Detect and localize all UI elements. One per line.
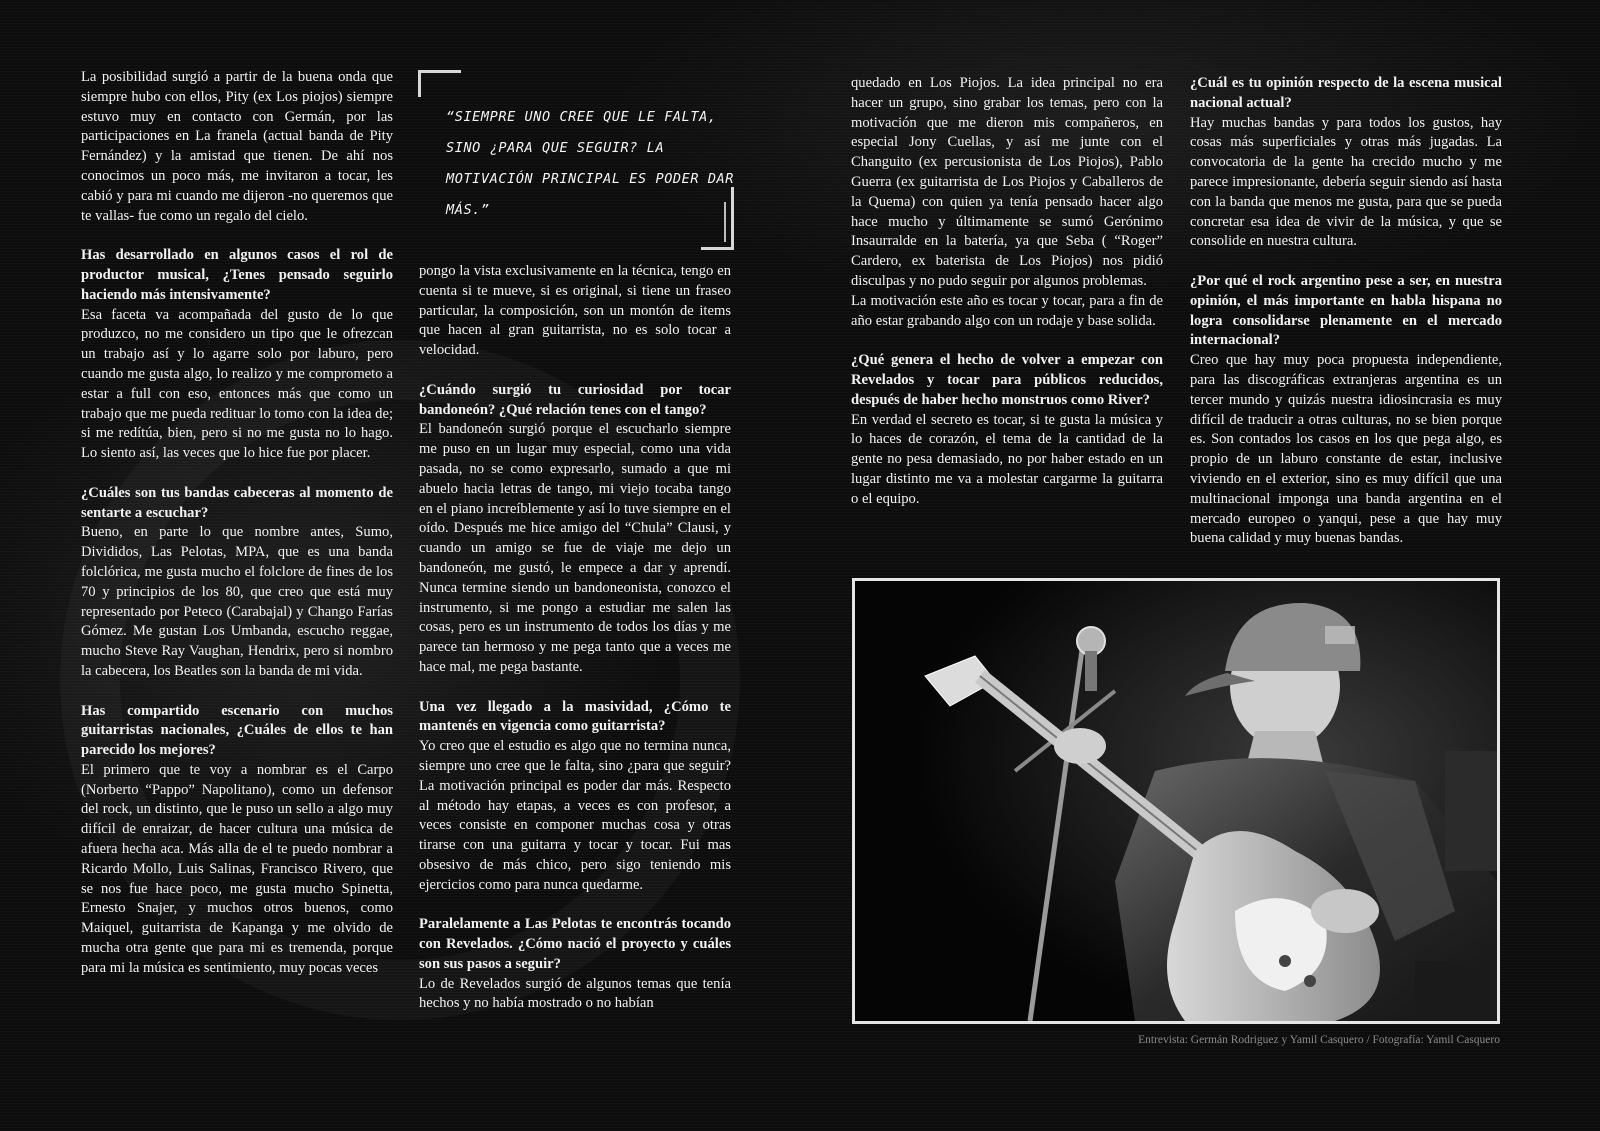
paragraph-spacer bbox=[851, 331, 1163, 351]
interview-answer: Yo creo que el estudio es algo que no termina nunca, siempre uno cree que le falta, sino ¿para que seguir? La motivación principal es poder dar más. Respecto al método hay etapas, a veces es con profesor, a veces consiste en componer muchas cosa y otras tirarse con una guitarra y tocar y tocar. Fui mas obsesivo de más chico, pero sigo teniendo mis ejercicios como para nunca quedarme. bbox=[419, 738, 731, 893]
interview-answer: La posibilidad surgió a partir de la buena onda que siempre hubo con ellos, Pity (ex Los piojos) siempre estuvo muy en contacto con Germán, por las participaciones en La franela (actual banda de Pity Fernández) y la amistad que tienen. De ahí nos conocimos un poco más, me invitaron a tocar, les cabió y para mi cuando me dijeron -no queremos que te vallas- fue como un regalo del cielo. bbox=[81, 69, 393, 224]
paragraph-spacer bbox=[419, 896, 731, 916]
interview-question: ¿Cuándo surgió tu curiosidad por tocar bandoneón? ¿Qué relación tenes con el tango? bbox=[419, 381, 731, 418]
pull-quote-text: “SIEMPRE UNO CREE QUE LE FALTA, SINO ¿PARA QUE SEGUIR? LA MOTIVACIÓN PRINCIPAL ES PODER DAR MÁS.” bbox=[446, 109, 735, 218]
article-column-2 bbox=[419, 262, 731, 1014]
interview-question: ¿Qué genera el hecho de volver a empezar con Revelados y tocar para públicos reducidos, después de haber hecho monstruos como River? bbox=[851, 352, 1163, 408]
paragraph-spacer bbox=[81, 226, 393, 246]
interview-answer: En verdad el secreto es tocar, si te gusta la música y lo haces de corazón, el tema de la cantidad de la gente no pesa demasiado, no por haber estado en un lugar distinto me va a molestar cargarme la guitarra o el equipo. bbox=[851, 411, 1163, 507]
article-column-3 bbox=[851, 74, 1163, 510]
interview-question: ¿Por qué el rock argentino pese a ser, en nuestra opinión, el más importante en habla hispana no logra consolidarse plenamente en el mercado internacional? bbox=[1190, 272, 1502, 349]
interview-answer: pongo la vista exclusivamente en la técnica, tengo en cuenta si te mueve, si es original, si tiene un fraseo particular, la composición, son un montón de items que hacen al gran guitarrista, no es solo tocar a velocidad. bbox=[419, 263, 731, 359]
guitarist-photo-illustration bbox=[855, 581, 1497, 1021]
interview-answer: Bueno, en parte lo que nombre antes, Sumo, Divididos, Las Pelotas, MPA, que es una banda folclórica, me gusta mucho el folclore de fines de los 70 y principios de los 80, que creo que está muy representado por Peteco (Carabajal) y Chango Farías Gómez. Me gustan Los Umbanda, escucho reggae, mucho Steve Ray Vaughan, Hendrix, pero si nombro la cabecera, los Beatles son la banda de mi vida. bbox=[81, 524, 393, 679]
interview-answer: Creo que hay muy poca propuesta independiente, para las discográficas extranjeras argentina es un tercer mundo y quizás nuestra idiosincrasia es muy difícil de traducir a otras culturas, no se bien porque es. Son contados los casos en los que pega algo, es propio de un laburo constante de estar, inclusive viviendo en el exterior, sino es muy difícil que una multinacional imponga una banda argentina en el mercado europeo o yanqui, pese a que hay muy buena calidad y muy buenas bandas. bbox=[1190, 352, 1502, 547]
interview-answer: Lo de Revelados surgió de algunos temas que tenía hechos y no había mostrado o no habían bbox=[419, 975, 731, 1012]
quote-bracket-accent bbox=[724, 202, 726, 242]
quote-bracket-top-left bbox=[418, 70, 461, 97]
interview-question: ¿Cuál es tu opinión respecto de la escena musical nacional actual? bbox=[1190, 75, 1502, 111]
interview-answer: quedado en Los Piojos. La idea principal no era hacer un grupo, sino grabar los temas, pero con la motivación que me dieron mis compañeros, en especial Jony Cuellas, y así me junte con el Changuito (ex percusionista de Los Piojos), Pablo Guerra (ex guitarrista de Los Piojos y Caballeros de la Quema) con quien ya tenía pensado hacer algo hace mucho y últimamente se sumó Gerónimo Insaurralde en la batería, ya que Seba ( “Roger” Cardero, ex baterista de Los Piojos) nos pidió disculpas y no pudo seguir por algunos problemas. bbox=[851, 75, 1163, 289]
interview-question: Una vez llegado a la masividad, ¿Cómo te mantenés en vigencia como guitarrista? bbox=[419, 698, 731, 735]
interview-answer: Esa faceta va acompañada del gusto de lo que produzco, no me considero un tipo que le ofrezcan un trabajo así y lo agarre solo por laburo, pero cuando me gusta algo, lo realizo y me comprometo a estar a full con eso, entonces más que como un trabajo que me pueda redituar lo tomo con la idea de; si me redítúa, bien, pero si no me gusta no lo hago. Lo siento así, las veces que lo hice fue por placer. bbox=[81, 306, 393, 462]
photo-credit: Entrevista: Germán Rodriguez y Yamil Casquero / Fotografía: Yamil Casquero bbox=[1138, 1034, 1500, 1046]
paragraph-spacer bbox=[419, 361, 731, 381]
interview-answer: Hay muchas bandas y para todos los gustos, hay cosas más superficiales y otras más jugadas. La convocatoria de la gente ha crecido mucho y me parece impresionante, debería seguir siendo así hasta con la banda que menos me gusta, para que se pueda concretar esa idea de vivir de la música, y que se consolide en nuestra cultura. bbox=[1190, 114, 1502, 250]
paragraph-spacer bbox=[419, 678, 731, 698]
quote-bracket-bottom-right bbox=[701, 187, 734, 250]
interview-question: ¿Cuáles son tus bandas cabeceras al momento de sentarte a escuchar? bbox=[81, 484, 393, 521]
interview-answer: La motivación este año es tocar y tocar, para a fin de año estar grabando algo con un rodaje y base solida. bbox=[851, 292, 1163, 329]
article-column-4 bbox=[1190, 74, 1502, 549]
paragraph-spacer bbox=[81, 464, 393, 484]
paragraph-spacer bbox=[1190, 252, 1502, 272]
interview-answer: El bandoneón surgió porque el escucharlo siempre me puso en un lugar muy especial, como una vida pasada, no se como expresarlo, sumado a que mi abuelo hacia letras de tango, mi viejo tocaba tango en el piano increíblemente y así lo tuve siempre en el oído. Después me hice amigo del “Chula” Clausi, y cuando un amigo se fue de viaje me dejo un bandoneón, me gustó, le empece a dar y aprendí. Nunca termine siendo un bandoneonista, conozco el instrumento, si me pongo a estudiar me salen las cosas, pero es un instrumento de todos los días y me parece tan hermoso y me pega tanto que a veces me hace mal, me pega bastante. bbox=[419, 421, 731, 675]
paragraph-spacer bbox=[81, 682, 393, 702]
interview-question: Has desarrollado en algunos casos el rol de productor musical, ¿Tenes pensado seguirlo haciendo más intensivamente? bbox=[81, 247, 393, 303]
interview-question: Paralelamente a Las Pelotas te encontrás tocando con Revelados. ¿Cómo nació el proyecto y cuáles son sus pasos a seguir? bbox=[419, 916, 731, 972]
pull-quote bbox=[418, 70, 738, 250]
guitarist-photo bbox=[852, 578, 1500, 1024]
interview-question: Has compartido escenario con muchos guitarristas nacionales, ¿Cuáles de ellos te han parecido los mejores? bbox=[81, 702, 393, 759]
interview-answer: El primero que te voy a nombrar es el Carpo (Norberto “Pappo” Napolitano), como un defensor del rock, un distinto, que le puso un sello a algo muy difícil de enraizar, de hacer cultura una música de afuera hecha aca. Más alla de el te puedo nombrar a Ricardo Mollo, Luis Salinas, Francisco Rivero, que se nos fue hace poco, me gusta mucho Spinetta, Ernesto Snajer, y muchos otros buenos, como Maiquel, guitarrista de Kapanga y me olvido de mucha otra gente que para mi es tremenda, porque para mi la música es sentimiento, muy pocas veces bbox=[81, 761, 393, 976]
article-column-1 bbox=[81, 68, 393, 979]
